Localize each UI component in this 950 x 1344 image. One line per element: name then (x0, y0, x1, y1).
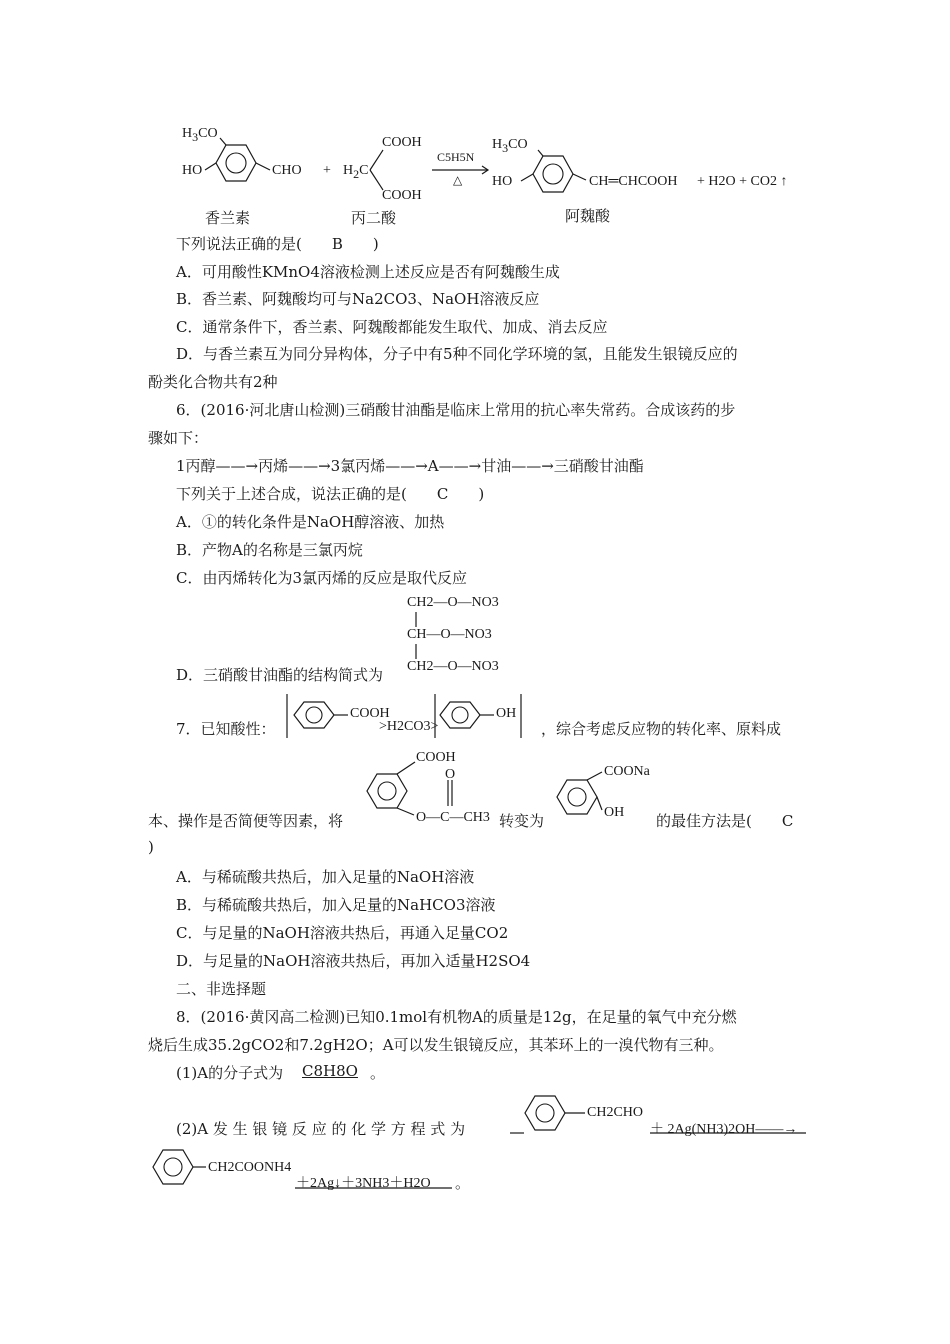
cooh-bottom: COOH (382, 188, 422, 203)
section-heading: 二、非选择题 (176, 980, 267, 998)
ferulic-label: 阿魏酸 (565, 207, 611, 225)
ferulic-methoxy: $H_3CO$ (492, 137, 528, 155)
malonic-label: 丙二酸 (351, 209, 397, 227)
q6-stem-line2: 骤如下： (148, 429, 209, 447)
q7-line2-a: 本、操作是否简便等因素，将 (148, 812, 344, 830)
q6-option-c: C．由丙烯转化为3氯丙烯的反应是取代反应 (176, 569, 468, 587)
q5-option-c: C．通常条件下，香兰素、阿魏酸都能发生取代、加成、消去反应 (176, 318, 608, 336)
q6-stem-line1: 6．(2016·河北唐山检测)三硝酸甘油酯是临床上常用的抗心率失常药。合成该药的步 (176, 401, 736, 419)
formula-row-2: CH—O—NO3 (407, 627, 492, 642)
q5-option-b: B．香兰素、阿魏酸均可与Na2CO3、NaOH溶液反应 (176, 290, 540, 308)
q7-option-d: D．与足量的NaOH溶液共热后，再加入适量H2SO4 (176, 952, 531, 970)
q7-line3: ) (148, 838, 154, 856)
aspirin-carbonyl-o: O (445, 767, 456, 782)
q7-prefix: 7．已知酸性： (176, 720, 276, 738)
aspirin-cooh: COOH (416, 750, 456, 765)
q6-option-d: D．三硝酸甘油酯的结构简式为 (176, 666, 384, 684)
cooh-top: COOH (382, 135, 422, 150)
q7-suffix: ，综合考虑反应物的转化率、原料成 (541, 720, 782, 738)
formula-row-3: CH2—O—NO3 (407, 659, 499, 674)
q7-option-a: A．与稀硫酸共热后，加入足量的NaOH溶液 (176, 868, 475, 886)
q8-stem-line1: 8．(2016·黄冈高二检测)已知0.1mol有机物A的质量是12g，在足量的氧气中充分燃 (176, 1008, 737, 1026)
equation-tail: ＋2Ag↓＋3NH3＋H2O (296, 1176, 431, 1191)
vanillin-label: 香兰素 (205, 209, 251, 227)
q6-option-b: B．产物A的名称是三氯丙烷 (176, 541, 363, 559)
q6-option-a: A．①的转化条件是NaOH醇溶液、加热 (176, 513, 445, 531)
hydroxy-label: HO (182, 163, 203, 178)
ferulic-chain: CH═CHCOOH (589, 174, 678, 189)
q8-p1-suffix: 。 (370, 1064, 386, 1082)
q5-option-d-cont: 酚类化合物共有2种 (148, 373, 278, 391)
tollens-reagent: ＋ 2Ag(NH3)2OH——→ (650, 1122, 798, 1137)
byproducts: + H2O + CO2 ↑ (697, 174, 788, 189)
ch2cho-label: CH2CHO (587, 1105, 644, 1120)
q8-p2-prefix: (2)A 发 生 银 镜 反 应 的 化 学 方 程 式 为 (176, 1120, 466, 1138)
phenol-oh: OH (496, 706, 517, 721)
q8-stem-line2: 烧后生成35.2gCO2和7.2gH2O；A可以发生银镜反应，其苯环上的一溴代物有三种。 (148, 1036, 724, 1054)
q7-line2-b: 转变为 (499, 812, 545, 830)
q5-option-d: D．与香兰素互为同分异构体，分子中有5种不同化学环境的氢，且能发生银镜反应的 (176, 345, 738, 363)
ch2-label: $H_2C$ (343, 163, 369, 181)
q5-stem: 下列说法正确的是( B ) (176, 235, 379, 253)
q7-option-b: B．与稀硫酸共热后，加入足量的NaHCO3溶液 (176, 896, 496, 914)
ch2coonh4-label: CH2COONH4 (208, 1160, 292, 1175)
equation-end: 。 (455, 1174, 471, 1192)
benzoic-cooh: COOH (350, 706, 390, 721)
q8-p1-answer: C8H8O (302, 1062, 358, 1080)
q6-question: 下列关于上述合成，说法正确的是( C ) (176, 485, 485, 503)
ferulic-hydroxy: HO (492, 174, 513, 189)
reagent-bottom: △ (453, 173, 463, 187)
product-coona: COONa (604, 764, 650, 779)
aspirin-ester: O—C—CH3 (416, 810, 490, 825)
reagent-top: C5H5N (437, 150, 475, 164)
formula-row-1: CH2—O—NO3 (407, 595, 499, 610)
aldehyde-label: CHO (272, 163, 302, 178)
q6-route: 1丙醇——→丙烯——→3氯丙烯——→A——→甘油——→三硝酸甘油酯 (176, 457, 644, 475)
methoxy-label: $H_3CO$ (182, 126, 218, 144)
q7-line2-c: 的最佳方法是( C (656, 812, 794, 830)
q7-option-c: C．与足量的NaOH溶液共热后，再通入足量CO2 (176, 924, 509, 942)
product-oh: OH (604, 805, 625, 820)
acidity-middle: >H2CO3> (379, 719, 439, 734)
q8-p1-prefix: (1)A的分子式为 (176, 1064, 284, 1082)
q5-option-a: A．可用酸性KMnO4溶液检测上述反应是否有阿魏酸生成 (176, 263, 560, 281)
